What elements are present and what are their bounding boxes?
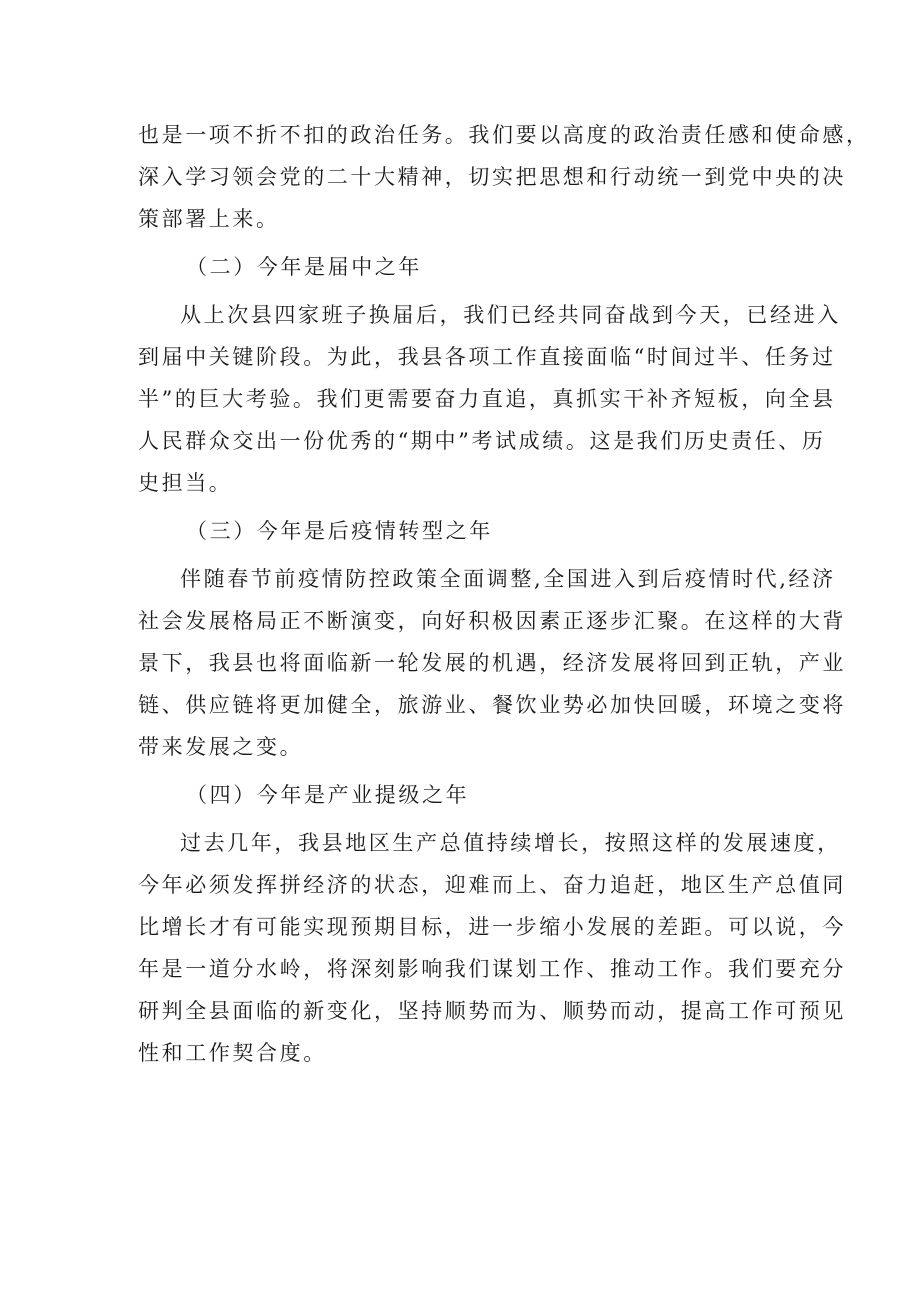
section-heading-2: （二）今年是届中之年 (186, 255, 422, 279)
paragraph-section-3 (138, 558, 846, 768)
text-line: 深入学习领会党的二十大精神，切实把思想和行动统一到党中央的决 (138, 165, 846, 189)
text-line: 也是一项不折不扣的政治任务。我们要以高度的政治责任感和使命感， (138, 123, 870, 147)
text-line: 性和工作契合度。 (138, 1041, 327, 1065)
text-line: 史担当。 (138, 471, 233, 495)
document-body (138, 114, 870, 1074)
text-line: 景下，我县也将面临新一轮发展的机遇，经济发展将回到正轨，产业 (138, 651, 846, 675)
text-line: 伴随春节前疫情防控政策全面调整,全国进入到后疫情时代,经济 (180, 567, 836, 591)
text-line: 半”的巨大考验。我们更需要奋力直追，真抓实干补齐短板，向全县 (138, 387, 836, 411)
section-heading-4: （四）今年是产业提级之年 (186, 783, 470, 807)
text-line: 链、供应链将更加健全，旅游业、餐饮业势必加快回暖，环境之变将 (138, 693, 846, 717)
section-heading-3: （三）今年是后疫情转型之年 (186, 519, 493, 543)
text-line: 到届中关键阶段。为此，我县各项工作直接面临“时间过半、任务过 (138, 345, 836, 369)
text-line: 过去几年，我县地区生产总值持续增长，按照这样的发展速度， (180, 831, 841, 855)
text-line: 社会发展格局正不断演变，向好积极因素正逐步汇聚。在这样的大背 (138, 609, 846, 633)
paragraph-section-4 (138, 822, 846, 1074)
text-line: 策部署上来。 (138, 207, 280, 231)
text-line: 今年必须发挥拼经济的状态，迎难而上、奋力追赶，地区生产总值同 (138, 873, 846, 897)
text-line: 人民群众交出一份优秀的“期中”考试成绩。这是我们历史责任、历 (138, 429, 826, 453)
paragraph-intro (138, 114, 870, 240)
text-line: 从上次县四家班子换届后，我们已经共同奋战到今天，已经进入 (180, 303, 841, 327)
text-line: 研判全县面临的新变化，坚持顺势而为、顺势而动，提高工作可预见 (138, 999, 846, 1023)
text-line: 带来发展之变。 (138, 735, 304, 759)
text-line: 年是一道分水岭，将深刻影响我们谋划工作、推动工作。我们要充分 (138, 957, 846, 981)
text-line: 比增长才有可能实现预期目标，进一步缩小发展的差距。可以说，今 (138, 915, 846, 939)
paragraph-section-2 (138, 294, 841, 504)
